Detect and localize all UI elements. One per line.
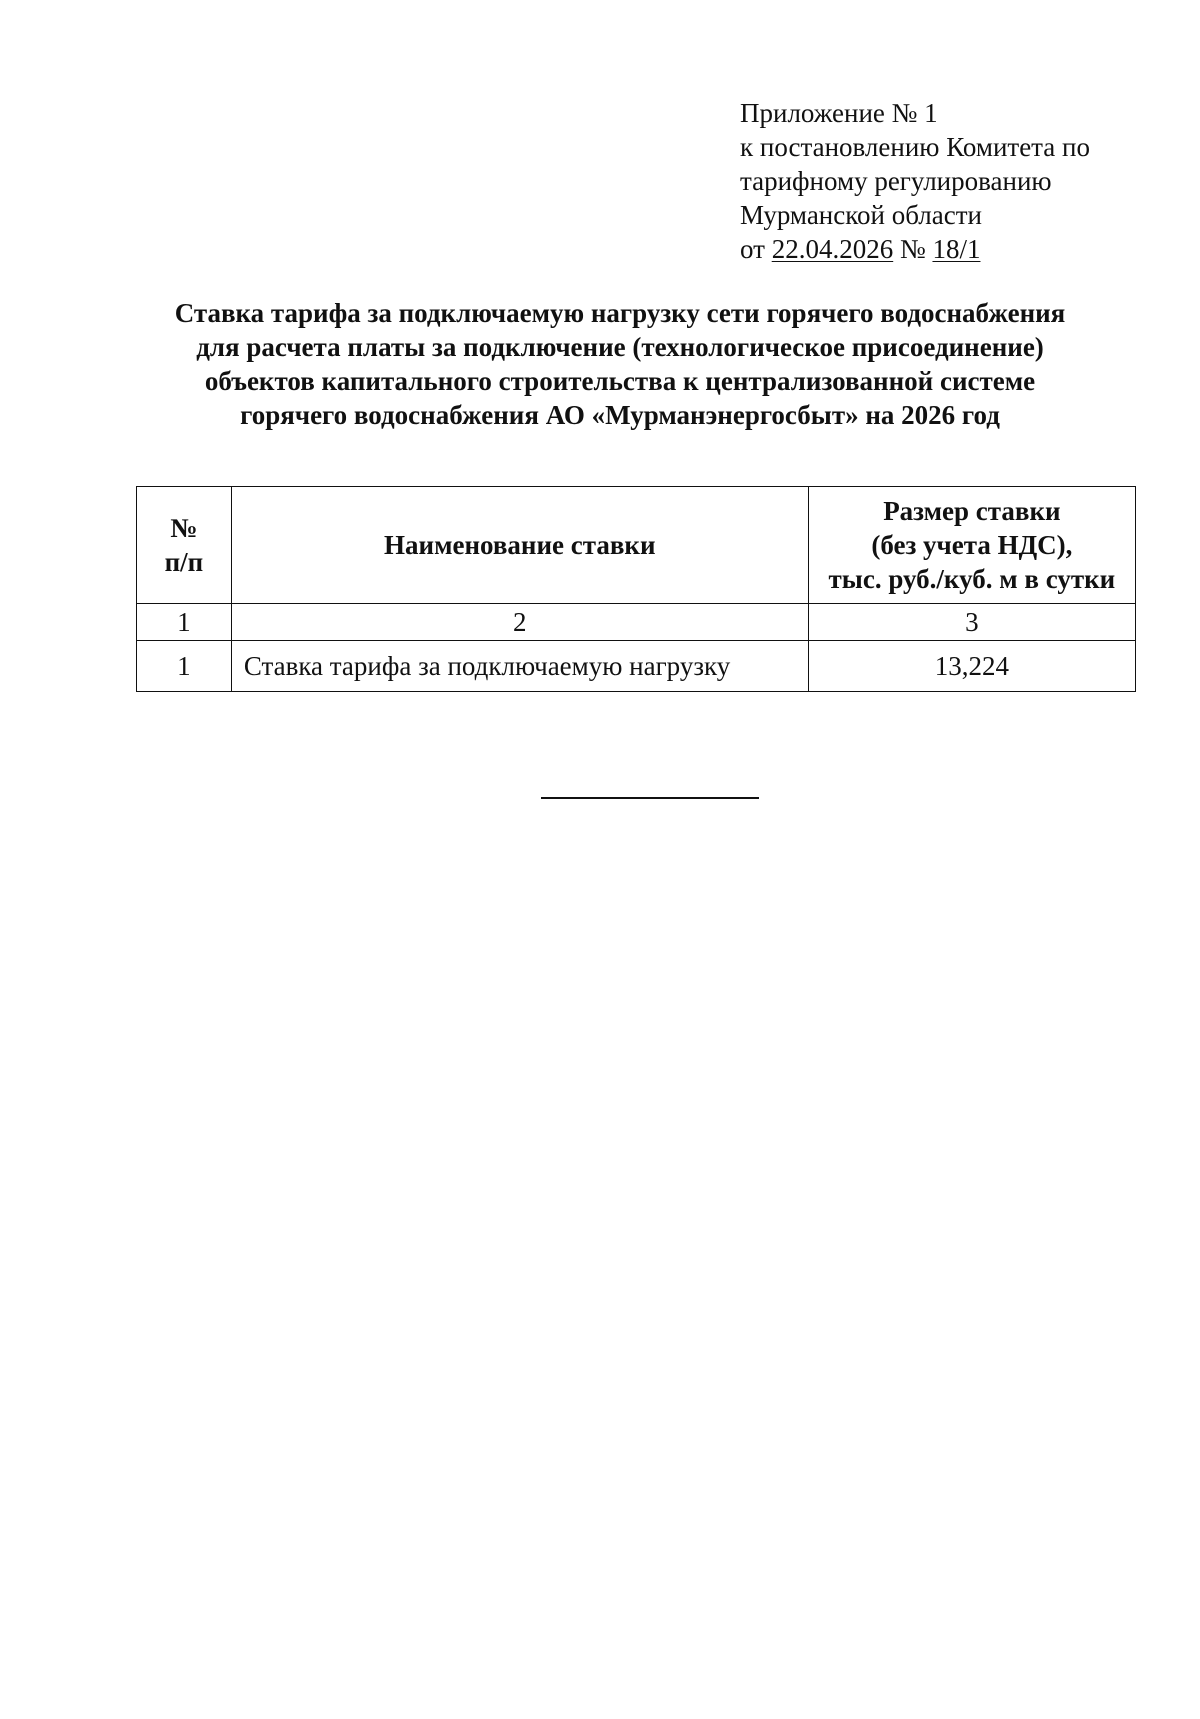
header-size-line-2: (без учета НДС), bbox=[871, 530, 1073, 560]
header-size-line-1: Размер ставки bbox=[883, 496, 1061, 526]
header-number bbox=[137, 487, 232, 604]
resolution-date: 22.04.2026 bbox=[771, 234, 894, 264]
title-line-4: горячего водоснабжения АО «Мурманэнергосбыт» на 2026 год bbox=[240, 400, 1000, 430]
rate-table bbox=[136, 486, 1136, 692]
header-name bbox=[231, 487, 808, 604]
document-title bbox=[100, 296, 1140, 432]
column-number-1: 1 bbox=[137, 604, 232, 641]
appendix-date-line bbox=[740, 232, 1090, 266]
end-divider bbox=[541, 797, 759, 799]
header-name-label: Наименование ставки bbox=[384, 530, 656, 560]
date-prefix: от bbox=[740, 234, 772, 264]
title-line-2: для расчета платы за подключение (технологическое присоединение) bbox=[196, 332, 1044, 362]
title-line-3: объектов капитального строительства к централизованной системе bbox=[204, 366, 1036, 396]
appendix-block bbox=[740, 96, 1090, 266]
appendix-line-1: Приложение № 1 bbox=[740, 98, 938, 128]
appendix-line-4: Мурманской области bbox=[740, 200, 982, 230]
rate-name: Ставка тарифа за подключаемую нагрузку bbox=[231, 641, 808, 692]
header-number-line-1: № bbox=[170, 513, 198, 543]
table-row bbox=[137, 641, 1136, 692]
header-size bbox=[808, 487, 1135, 604]
column-number-2: 2 bbox=[231, 604, 808, 641]
number-prefix: № bbox=[893, 234, 933, 264]
column-number-row bbox=[137, 604, 1136, 641]
title-line-1: Ставка тарифа за подключаемую нагрузку сети горячего водоснабжения bbox=[174, 298, 1066, 328]
appendix-line-2: к постановлению Комитета по bbox=[740, 132, 1090, 162]
appendix-line-3: тарифному регулированию bbox=[740, 166, 1052, 196]
header-number-line-2: п/п bbox=[164, 547, 204, 577]
rate-value: 13,224 bbox=[808, 641, 1135, 692]
row-number: 1 bbox=[137, 641, 232, 692]
table-header-row bbox=[137, 487, 1136, 604]
header-size-line-3: тыс. руб./куб. м в сутки bbox=[828, 564, 1116, 594]
resolution-number: 18/1 bbox=[932, 234, 981, 264]
column-number-3: 3 bbox=[808, 604, 1135, 641]
